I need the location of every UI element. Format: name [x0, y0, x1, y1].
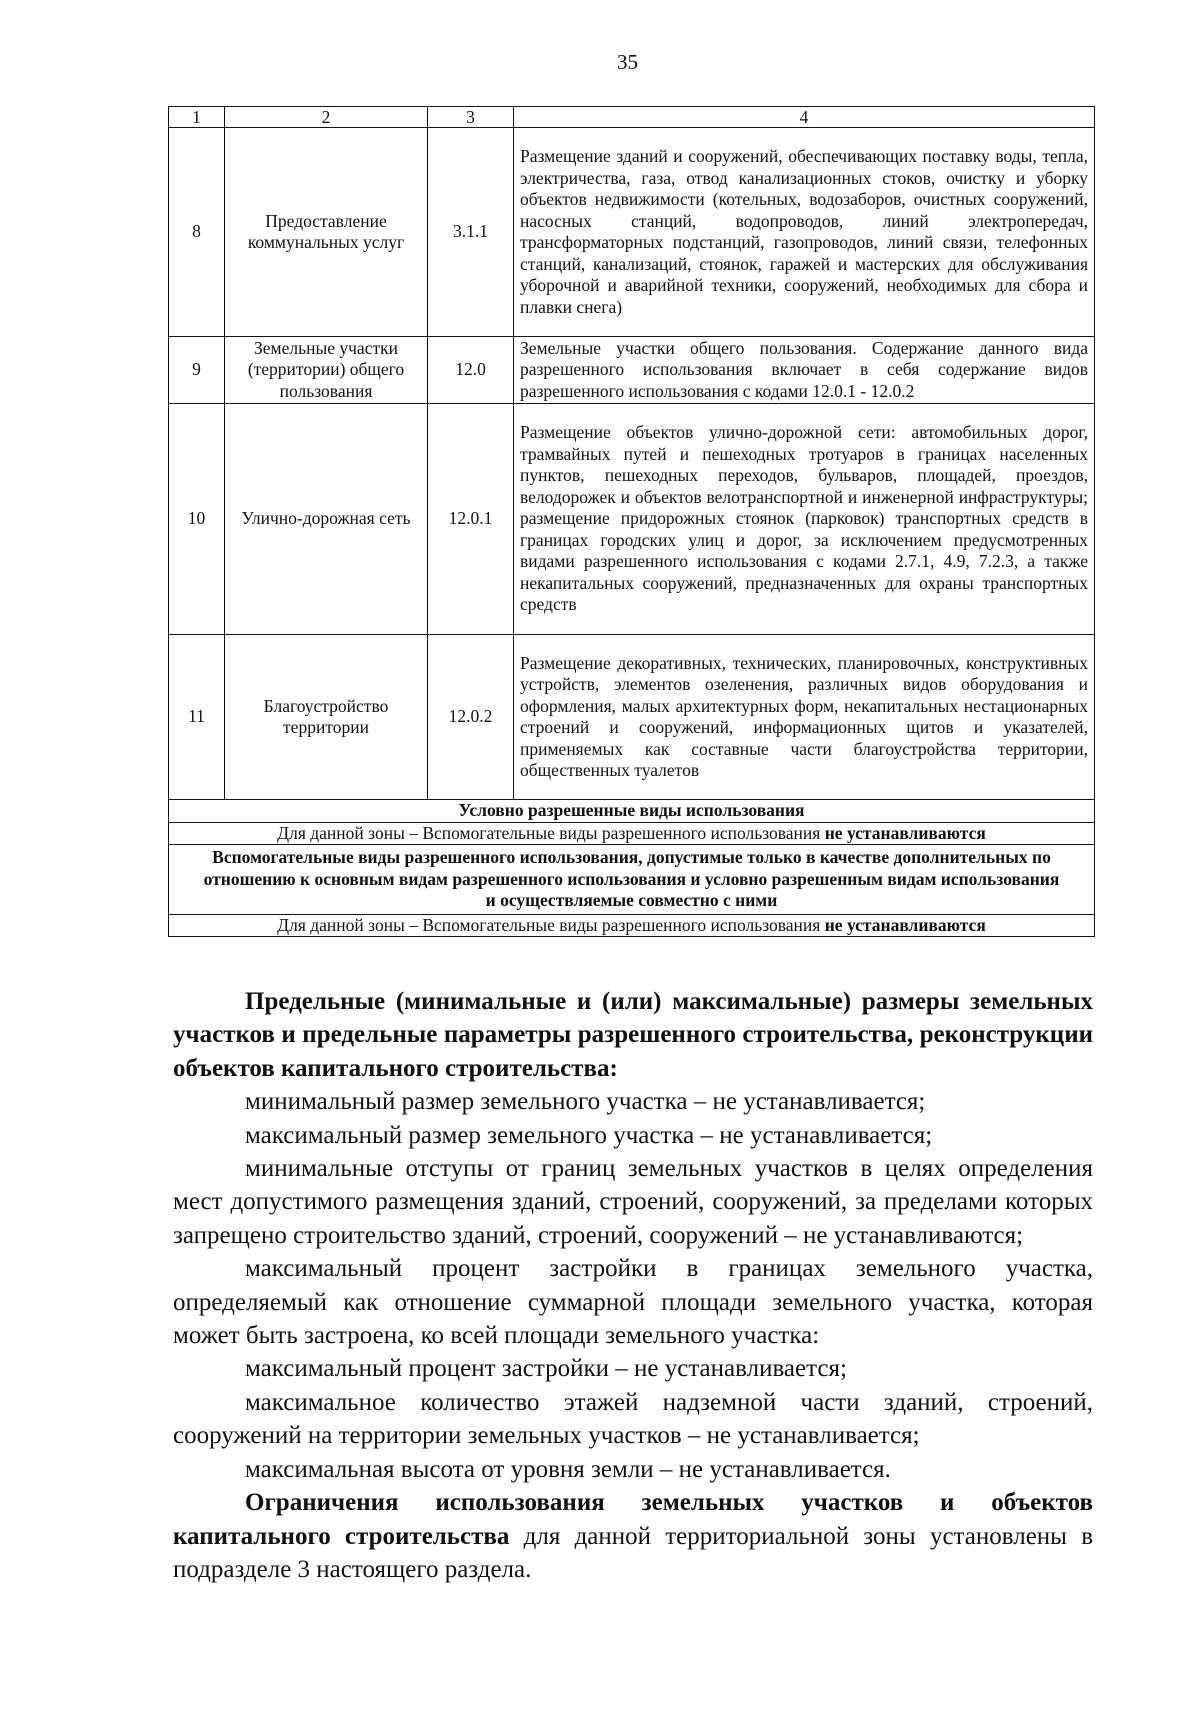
paragraph: минимальный размер земельного участка – не устанавливается;	[245, 1088, 926, 1116]
use-code: 12.0	[428, 337, 514, 404]
section-row	[169, 800, 1095, 823]
parameters-heading: Предельные (минимальные и (или) максимальные) размеры земельных участков и предельные параметры разрешенного строительства, реконструкции объектов капитального строительства:	[173, 988, 1093, 1082]
section-row	[169, 845, 1095, 915]
table-header-row	[169, 107, 1095, 128]
row-number: 10	[169, 404, 225, 635]
table-row	[169, 404, 1095, 635]
land-use-table	[168, 106, 1095, 937]
row-number: 9	[169, 337, 225, 404]
use-description: Размещение зданий и сооружений, обеспечивающих поставку воды, тепла, электричества, газа, отвод канализационных стоков, очистку и уборку объектов недвижимости (котельных, водозаборов, очистных сооружений, насосных станций, водопроводов, линий электропередач, трансформаторных подстанций, газопроводов, линий связи, телефонных станций, канализаций, стоянок, гаражей и мастерских для обслуживания уборочной и аварийной техники, сооружений, необходимых для сбора и плавки снега)	[514, 128, 1095, 337]
paragraph: максимальный процент застройки – не устанавливается;	[245, 1355, 847, 1383]
paragraph: минимальные отступы от границ земельных участков в целях определения мест допустимого размещения зданий, строений, сооружений, за пределами которых запрещено строительство зданий, строений, сооружений – не устанавливаются;	[173, 1155, 1093, 1249]
header-cell: 2	[225, 107, 428, 128]
header-cell: 1	[169, 107, 225, 128]
conditional-uses-heading: Условно разрешенные виды использования	[169, 800, 1095, 823]
table-row	[169, 337, 1095, 404]
use-name: Улично-дорожная сеть	[225, 404, 428, 635]
zone-note-prefix: Для данной зоны – Вспомогательные виды разрешенного использования	[277, 822, 821, 843]
restrictions-rest: для данной территориальной зоны установлены в подразделе 3 настоящего раздела.	[173, 1522, 1093, 1583]
table-row	[169, 635, 1095, 800]
use-description: Размещение объектов улично-дорожной сети: автомобильных дорог, трамвайных путей и пешеходных тротуаров в границах населенных пунктов, пешеходных переходов, бульваров, площадей, проездов, велодорожек и объектов велотранспортной и инженерной инфраструктуры; размещение придорожных стоянок (парковок) транспортных средств в границах городских улиц и дорог, за исключением предусмотренных видами разрешенного использования с кодами 2.7.1, 4.9, 7.2.3, а также некапитальных сооружений, предназначенных для охраны транспортных средств	[514, 404, 1095, 635]
use-code: 3.1.1	[428, 128, 514, 337]
body-text	[173, 985, 1093, 1586]
paragraph: максимальное количество этажей надземной части зданий, строений, сооружений на территории земельных участков – не устанавливается;	[173, 1388, 1093, 1450]
zone-note-suffix: не устанавливаются	[824, 822, 986, 843]
restrictions-bold: Ограничения использования земельных участков и объектов капитального строительства	[173, 1489, 1093, 1550]
paragraph: максимальный процент застройки в границах земельного участка, определяемый как отношение суммарной площади земельного участка, которая может быть застроена, ко всей площади земельного участка:	[173, 1255, 1093, 1350]
table-row	[169, 128, 1095, 337]
auxiliary-uses-heading: Вспомогательные виды разрешенного использования, допустимые только в качестве дополнительных по отношению к основным видам разрешенного использования и условно разрешенным видам использования и осуществляемые совместно с ними	[169, 845, 1095, 915]
use-name: Земельные участки (территории) общего пользования	[225, 337, 428, 404]
use-description: Земельные участки общего пользования. Содержание данного вида разрешенного использования включает в себя содержание видов разрешенного использования с кодами 12.0.1 - 12.0.2	[514, 337, 1095, 404]
zone-note-prefix: Для данной зоны – Вспомогательные виды разрешенного использования	[277, 914, 821, 935]
paragraph: максимальный размер земельного участка – не устанавливается;	[245, 1121, 933, 1149]
row-number: 8	[169, 128, 225, 337]
zone-note-suffix: не устанавливаются	[824, 914, 986, 935]
header-cell: 3	[428, 107, 514, 128]
use-description: Размещение декоративных, технических, планировочных, конструктивных устройств, элементов озеленения, различных видов оборудования и оформления, малых архитектурных форм, некапитальных нестационарных строений и сооружений, информационных щитов и указателей, применяемых как составные части благоустройства территории, общественных туалетов	[514, 635, 1095, 800]
use-name: Благоустройство территории	[225, 635, 428, 800]
use-code: 12.0.1	[428, 404, 514, 635]
use-name: Предоставление коммунальных услуг	[225, 128, 428, 337]
paragraph: максимальная высота от уровня земли – не устанавливается.	[245, 1455, 891, 1483]
page-number: 35	[617, 50, 638, 74]
zone-note	[169, 822, 1095, 845]
header-cell: 4	[514, 107, 1095, 128]
zone-note	[169, 914, 1095, 937]
restrictions-paragraph	[173, 1486, 1093, 1586]
section-row	[169, 822, 1095, 845]
section-row	[169, 914, 1095, 937]
row-number: 11	[169, 635, 225, 800]
use-code: 12.0.2	[428, 635, 514, 800]
